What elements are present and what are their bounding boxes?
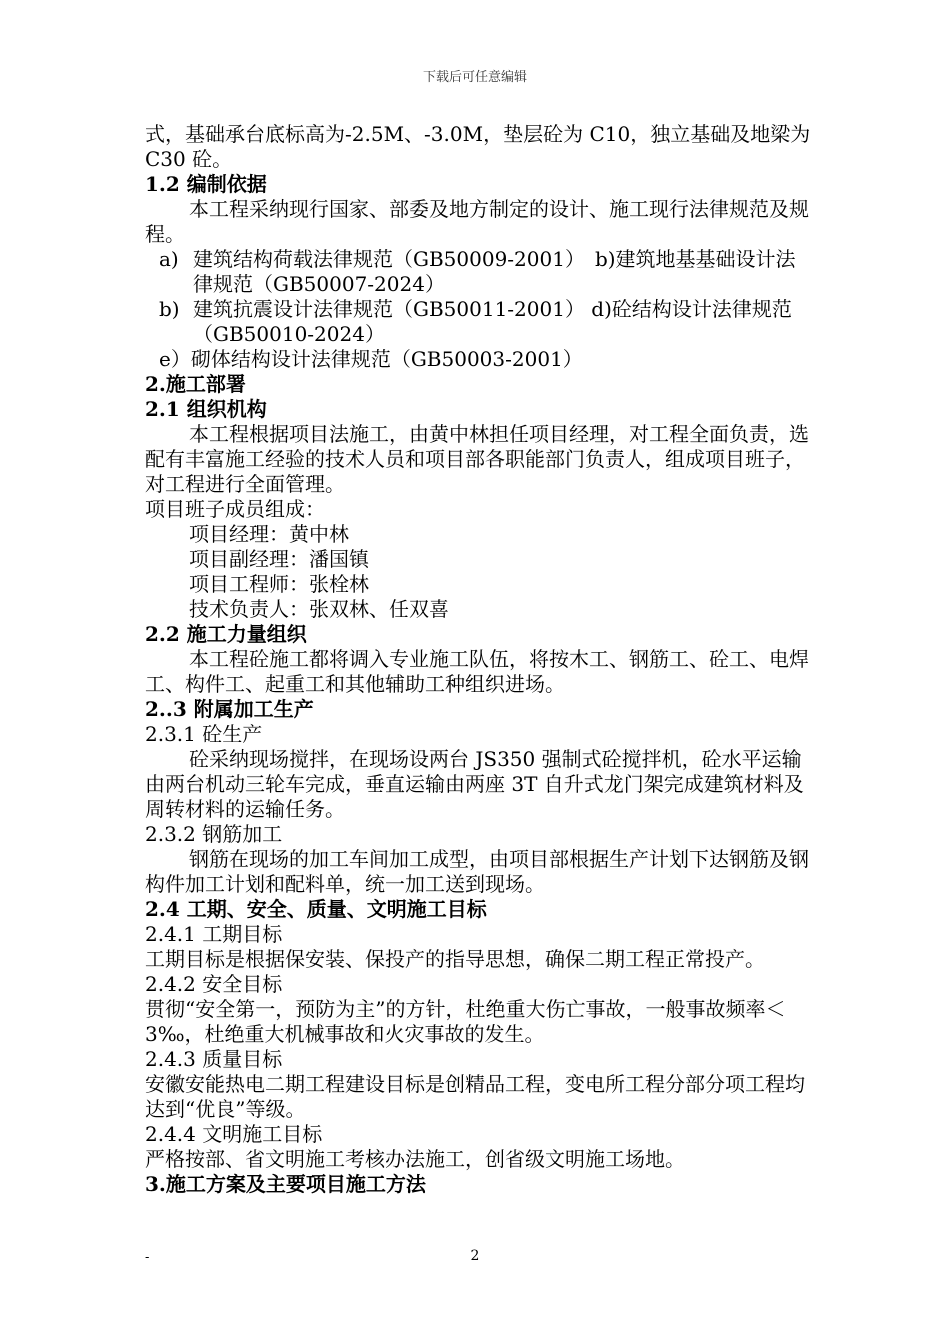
paragraph: 本工程根据项目法施工，由黄中林担任项目经理，对工程全面负责，选配有丰富施工经验的技术人员和项目部各职能部门负责人，组成项目班子，对工程进行全面管理。 xyxy=(145,422,809,496)
subsection-heading: 2.4.3 质量目标 xyxy=(145,1047,283,1071)
page-number: 2 xyxy=(470,1248,480,1264)
document-body xyxy=(145,122,815,1197)
subsection-heading: 2.3.1 砼生产 xyxy=(145,722,263,746)
list-item-text: 建筑抗震设计法律规范（GB50011-2001） d)砼结构设计法律规范（GB50010-2024） xyxy=(193,297,792,346)
list-item-text: 建筑结构荷载法律规范（GB50009-2001） b)建筑地基基础设计法律规范（GB50007-2024） xyxy=(193,247,796,296)
team-member: 项目经理：黄中林 xyxy=(189,522,349,546)
paragraph: 钢筋在现场的加工车间加工成型，由项目部根据生产计划下达钢筋及钢构件加工计划和配料单，统一加工送到现场。 xyxy=(145,847,809,896)
subsection-heading: 2.4.2 安全目标 xyxy=(145,972,283,996)
section-heading: 2.2 施工力量组织 xyxy=(145,622,307,646)
paragraph: 砼采纳现场搅拌，在现场设两台 JS350 强制式砼搅拌机，砼水平运输由两台机动三轮车完成，垂直运输由两座 3T 自升式龙门架完成建筑材料及周转材料的运输任务。 xyxy=(145,747,804,821)
section-heading: 2.施工部署 xyxy=(145,372,246,396)
subsection-heading: 2.4.1 工期目标 xyxy=(145,922,283,946)
footer-left-mark: - xyxy=(145,1250,150,1265)
list-item xyxy=(145,297,815,347)
page-header: 下载后可任意编辑 xyxy=(422,70,527,85)
paragraph: 贯彻“安全第一，预防为主”的方针，杜绝重大伤亡事故，一般事故频率＜3‰，杜绝重大机械事故和火灾事故的发生。 xyxy=(145,997,786,1046)
list-marker: b) xyxy=(159,297,180,321)
paragraph: 式，基础承台底标高为-2.5M、-3.0M，垫层砼为 C10，独立基础及地梁为 C30 砼。 xyxy=(145,122,811,171)
list-marker: a) xyxy=(159,247,179,271)
section-heading: 2.4 工期、安全、质量、文明施工目标 xyxy=(145,897,487,921)
paragraph: 工期目标是根据保安装、保投产的指导思想，确保二期工程正常投产。 xyxy=(145,947,765,971)
paragraph: 本工程采纳现行国家、部委及地方制定的设计、施工现行法律规范及规程。 xyxy=(145,197,809,246)
paragraph: 本工程砼施工都将调入专业施工队伍，将按木工、钢筋工、砼工、电焊工、构件工、起重工和其他辅助工种组织进场。 xyxy=(145,647,809,696)
paragraph: 严格按部、省文明施工考核办法施工，创省级文明施工场地。 xyxy=(145,1147,685,1171)
team-member: 项目工程师：张栓林 xyxy=(189,572,369,596)
list-item: e）砌体结构设计法律规范（GB50003-2001） xyxy=(159,347,583,371)
list-item xyxy=(145,247,815,297)
team-member: 技术负责人：张双林、任双喜 xyxy=(189,597,449,621)
team-member: 项目副经理：潘国镇 xyxy=(189,547,369,571)
paragraph: 项目班子成员组成： xyxy=(145,497,325,521)
subsection-heading: 2.3.2 钢筋加工 xyxy=(145,822,283,846)
section-heading: 3.施工方案及主要项目施工方法 xyxy=(145,1172,426,1196)
section-heading: 2.1 组织机构 xyxy=(145,397,267,421)
section-heading: 2..3 附属加工生产 xyxy=(145,697,314,721)
paragraph: 安徽安能热电二期工程建设目标是创精品工程，变电所工程分部分项工程均达到“优良”等级。 xyxy=(145,1072,805,1121)
section-heading: 1.2 编制依据 xyxy=(145,172,267,196)
subsection-heading: 2.4.4 文明施工目标 xyxy=(145,1122,323,1146)
